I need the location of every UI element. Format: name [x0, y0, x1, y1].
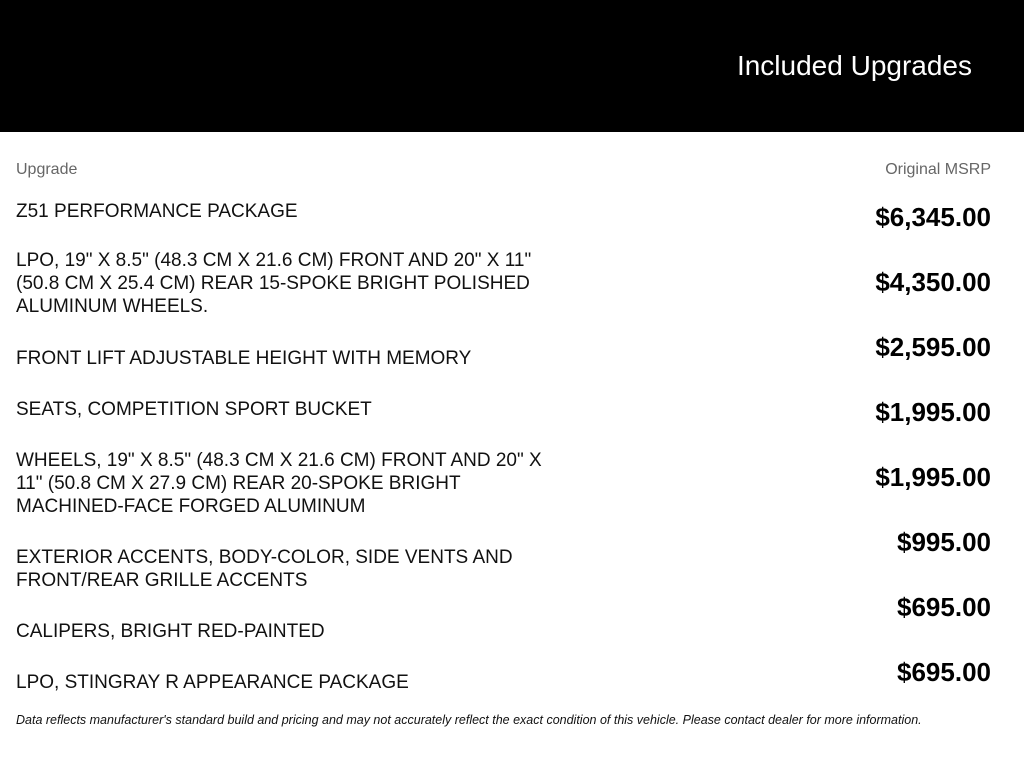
msrp-column-header: Original MSRP: [885, 161, 991, 178]
upgrade-name: CALIPERS, BRIGHT RED-PAINTED: [16, 621, 325, 642]
upgrade-price: $6,345.00: [875, 202, 991, 232]
upgrade-column-header: Upgrade: [16, 161, 78, 178]
disclaimer-text: Data reflects manufacturer's standard build and pricing and may not accurately reflect the exact condition of this vehicle. Please contact dealer for more information.: [16, 713, 922, 727]
upgrade-price: $1,995.00: [875, 397, 991, 427]
upgrade-price: $4,350.00: [875, 267, 991, 297]
column-headers: [16, 160, 991, 180]
upgrade-price: $695.00: [897, 657, 991, 687]
header-bar: [0, 0, 1024, 132]
upgrade-price: $695.00: [897, 592, 991, 622]
upgrade-name: FRONT LIFT ADJUSTABLE HEIGHT WITH MEMORY: [16, 348, 472, 369]
page-title: Included Upgrades: [736, 50, 972, 81]
upgrade-price: $995.00: [897, 527, 991, 557]
upgrade-price: $1,995.00: [875, 462, 991, 492]
upgrade-name: EXTERIOR ACCENTS, BODY-COLOR, SIDE VENTS AND FRONT/REAR GRILLE ACCENTS: [16, 547, 513, 591]
upgrade-name: LPO, 19" X 8.5" (48.3 CM X 21.6 CM) FRONT AND 20" X 11" (50.8 CM X 25.4 CM) REAR 15-SPOKE BRIGHT POLISHED ALUMINUM WHEELS.: [16, 250, 532, 317]
upgrade-name: Z51 PERFORMANCE PACKAGE: [16, 201, 298, 222]
upgrade-name: SEATS, COMPETITION SPORT BUCKET: [16, 399, 372, 420]
upgrade-name: LPO, STINGRAY R APPEARANCE PACKAGE: [16, 672, 409, 693]
upgrade-name: WHEELS, 19" X 8.5" (48.3 CM X 21.6 CM) FRONT AND 20" X 11" (50.8 CM X 27.9 CM) REAR 20-SPOKE BRIGHT MACHINED-FACE FORGED ALUMINUM: [16, 450, 542, 517]
upgrade-price: $2,595.00: [875, 332, 991, 362]
